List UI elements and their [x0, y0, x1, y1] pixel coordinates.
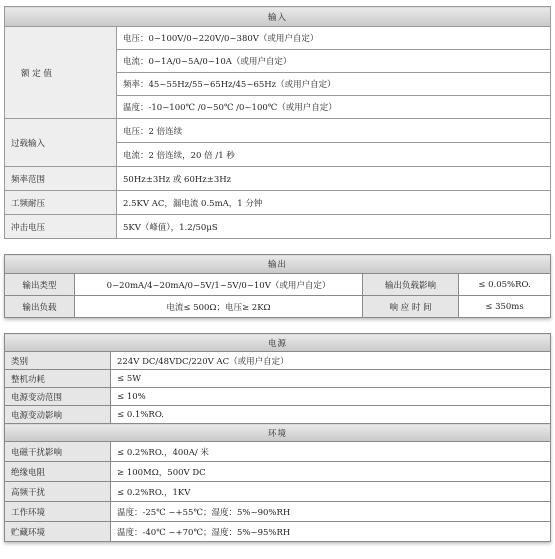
rated-current: 电流：0~1A/0~5A/0~10A（或用户自定）: [117, 50, 551, 73]
rated-frequency: 频率：45~55Hz/55~65Hz/45~65Hz（或用户自定）: [117, 73, 551, 96]
input-title: 输入: [5, 7, 551, 27]
power-row-category: [5, 352, 551, 370]
freq-range-label: 频率范围: [5, 167, 117, 191]
response-time-value: ≤ 350ms: [459, 296, 551, 318]
env-row-hf: [5, 482, 551, 502]
env-operating-value: 温度：-25℃ ~+55℃；湿度：5%~90%RH: [111, 502, 551, 522]
withstand-row: [5, 191, 551, 215]
response-time-label: 响 应 时 间: [363, 296, 459, 318]
power-environment-section: [4, 333, 551, 542]
env-insulation-label: 绝缘电阻: [5, 462, 111, 482]
load-effect-value: ≤ 0.05%RO.: [459, 274, 551, 296]
withstand-label: 工频耐压: [5, 191, 117, 215]
power-row-consumption: [5, 370, 551, 388]
power-range-value: ≤ 10%: [111, 388, 551, 406]
overload-label: 过载输入: [5, 119, 117, 167]
power-row-effect: [5, 406, 551, 424]
power-consumption-value: ≤ 5W: [111, 370, 551, 388]
env-storage-value: 温度：-40℃ ~+70℃；湿度：5%~95%RH: [111, 522, 551, 542]
power-category-label: 类别: [5, 352, 111, 370]
impulse-label: 冲击电压: [5, 215, 117, 239]
power-range-label: 电源变动范围: [5, 388, 111, 406]
power-consumption-label: 整机功耗: [5, 370, 111, 388]
env-emi-label: 电磁干扰影响: [5, 442, 111, 462]
rated-row-voltage: [5, 27, 551, 50]
rated-label: 额 定 值: [5, 27, 117, 119]
overload-row-voltage: [5, 119, 551, 143]
power-row-range: [5, 388, 551, 406]
withstand-value: 2.5KV AC，漏电流 0.5mA，1 分钟: [117, 191, 551, 215]
env-row-storage: [5, 522, 551, 542]
rated-voltage: 电压：0~100V/0~220V/0~380V（或用户自定）: [117, 27, 551, 50]
env-hf-label: 高频干扰: [5, 482, 111, 502]
input-table: [4, 6, 551, 239]
output-header-row: [5, 255, 551, 274]
env-row-insulation: [5, 462, 551, 482]
rated-temperature: 温度：-10~100℃ /0~50℃ /0~100℃（或用户自定）: [117, 96, 551, 119]
freq-range-row: [5, 167, 551, 191]
power-environment-table: [4, 333, 551, 542]
output-section: [4, 254, 551, 318]
power-effect-value: ≤ 0.1%RO.: [111, 406, 551, 424]
output-load-label: 输出负载: [5, 296, 75, 318]
overload-voltage: 电压：2 倍连续: [117, 119, 551, 143]
env-row-emi: [5, 442, 551, 462]
load-effect-label: 输出负载影响: [363, 274, 459, 296]
environment-header-row: [5, 424, 551, 442]
output-row-1: [5, 274, 551, 296]
overload-current: 电流：2 倍连续，20 倍 /1 秒: [117, 143, 551, 167]
env-storage-label: 贮藏环境: [5, 522, 111, 542]
power-effect-label: 电源变动影响: [5, 406, 111, 424]
env-row-operating: [5, 502, 551, 522]
environment-title: 环境: [5, 424, 551, 442]
env-insulation-value: ≥ 100MΩ，500V DC: [111, 462, 551, 482]
impulse-value: 5KV（峰值），1.2/50μS: [117, 215, 551, 239]
freq-range-value: 50Hz±3Hz 或 60Hz±3Hz: [117, 167, 551, 191]
env-emi-value: ≤ 0.2%RO.，400A/ 米: [111, 442, 551, 462]
input-header-row: [5, 7, 551, 27]
output-table: [4, 254, 551, 318]
env-operating-label: 工作环境: [5, 502, 111, 522]
impulse-row: [5, 215, 551, 239]
output-title: 输出: [5, 255, 551, 274]
output-row-2: [5, 296, 551, 318]
power-header-row: [5, 334, 551, 352]
power-title: 电源: [5, 334, 551, 352]
output-type-label: 输出类型: [5, 274, 75, 296]
output-load-value: 电流≤ 500Ω；电压≥ 2KΩ: [75, 296, 363, 318]
env-hf-value: ≤ 0.2%RO.，1KV: [111, 482, 551, 502]
input-section: [4, 6, 551, 239]
output-type-value: 0~20mA/4~20mA/0~5V/1~5V/0~10V（或用户自定）: [75, 274, 363, 296]
power-category-value: 224V DC/48VDC/220V AC（或用户自定）: [111, 352, 551, 370]
